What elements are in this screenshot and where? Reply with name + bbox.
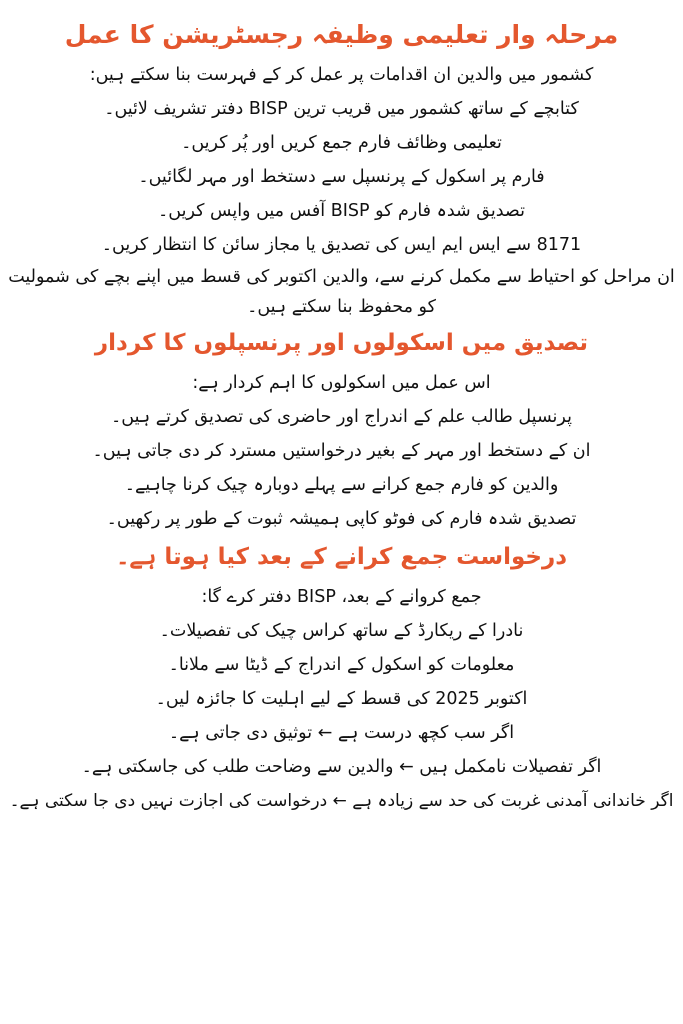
section3-intro: جمع کروانے کے بعد، BISP دفتر کرے گا:	[201, 587, 482, 607]
section1-heading: مرحلہ وار تعلیمی وظیفہ رجسٹریشن کا عمل	[64, 20, 619, 49]
section3-point: اکتوبر 2025 کی قسط کے لیے اہلیت کا جائزہ لیں۔	[155, 689, 528, 709]
section1-step: تصدیق شدہ فارم کو BISP آفس میں واپس کریں۔	[158, 201, 525, 221]
section3-point: معلومات کو اسکول کے اندراج کے ڈیٹا سے ملانا۔	[168, 655, 515, 675]
section3-point: اگر خاندانی آمدنی غربت کی حد سے زیادہ ہے ← درخواست کی اجازت نہیں دی جا سکتی ہے۔	[9, 791, 674, 811]
section3-point: نادرا کے ریکارڈ کے ساتھ کراس چیک کی تفصیلات۔	[159, 621, 524, 641]
section3-heading: درخواست جمع کرانے کے بعد کیا ہوتا ہے۔	[115, 544, 568, 570]
section1-conclusion: ان مراحل کو احتیاط سے مکمل کرنے سے، والدین اکتوبر کی قسط میں اپنے بچے کی شمولیت کو محفوظ بنا سکتے ہیں۔	[8, 267, 675, 317]
section3-point: اگر سب کچھ درست ہے ← توثیق دی جاتی ہے۔	[168, 723, 515, 743]
section1-intro: کشمور میں والدین ان اقدامات پر عمل کر کے فہرست بنا سکتے ہیں:	[89, 65, 594, 85]
section2-point: ان کے دستخط اور مہر کے بغیر درخواستیں مسترد کر دی جاتی ہیں۔	[92, 441, 591, 461]
section1-step: تعلیمی وظائف فارم جمع کریں اور پُر کریں۔	[181, 133, 502, 153]
section2-point: پرنسپل طالب علم کے اندراج اور حاضری کی تصدیق کرتے ہیں۔	[111, 407, 572, 427]
section3-point: اگر تفصیلات نامکمل ہیں ← والدین سے وضاحت طلب کی جاسکتی ہے۔	[81, 757, 602, 777]
section2-point: والدین کو فارم جمع کرانے سے پہلے دوبارہ چیک کرنا چاہیے۔	[124, 475, 559, 495]
section2-intro: اس عمل میں اسکولوں کا اہم کردار ہے:	[192, 373, 491, 393]
section2-point: تصدیق شدہ فارم کی فوٹو کاپی ہمیشہ ثبوت کے طور پر رکھیں۔	[106, 509, 577, 529]
section1-step: فارم پر اسکول کے پرنسپل سے دستخط اور مہر لگائیں۔	[138, 167, 545, 187]
section1-step: 8171 سے ایس ایم ایس کی تصدیق یا مجاز سائن کا انتظار کریں۔	[101, 235, 582, 255]
section1-step: کتابچے کے ساتھ کشمور میں قریب ترین BISP دفتر تشریف لائیں۔	[104, 99, 579, 119]
section2-heading: تصدیق میں اسکولوں اور پرنسپلوں کا کردار	[94, 330, 589, 356]
